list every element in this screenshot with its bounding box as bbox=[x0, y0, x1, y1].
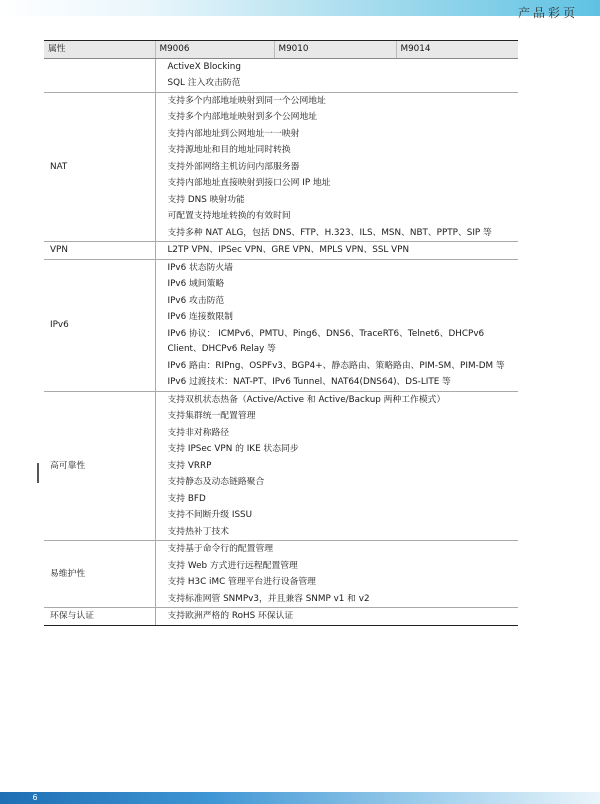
row-category: VPN bbox=[44, 242, 155, 260]
feature-item: 支持 BFD bbox=[167, 493, 206, 504]
feature-item: 支持标准网管 SNMPv3，并且兼容 SNMP v1 和 v2 bbox=[167, 593, 370, 604]
feature-item: L2TP VPN、IPSec VPN、GRE VPN、MPLS VPN、SSL VPN bbox=[167, 245, 410, 255]
row-category: NAT bbox=[44, 92, 155, 242]
header-band bbox=[0, 0, 600, 16]
row-category bbox=[44, 58, 155, 92]
row-items bbox=[155, 608, 518, 626]
page-number: 6 bbox=[32, 793, 38, 802]
row-items bbox=[155, 58, 518, 92]
brochure-title: 产品彩页 bbox=[517, 6, 578, 20]
feature-item: 支持不间断升级 ISSU bbox=[167, 510, 253, 520]
row-items bbox=[155, 391, 518, 541]
feature-item: 支持 H3C iMC 管理平台进行设备管理 bbox=[167, 577, 316, 587]
table-row bbox=[44, 391, 518, 541]
row-category: 高可靠性 bbox=[44, 391, 155, 541]
feature-item: 支持多种 NAT ALG，包括 DNS、FTP、H.323、ILS、MSN、NBT、PPTP、SIP 等 bbox=[167, 227, 492, 238]
row-category: 易维护性 bbox=[44, 541, 155, 608]
feature-item: 支持 DNS 映射功能 bbox=[167, 194, 245, 205]
feature-item: IPv6 路由：RIPng、OSPFv3、BGP4+、静态路由、策略路由、PIM-SM、PIM-DM 等 bbox=[167, 360, 505, 371]
row-items bbox=[155, 92, 518, 242]
footer-band bbox=[0, 792, 600, 804]
feature-item: 支持热补丁技术 bbox=[167, 526, 230, 537]
table-row bbox=[44, 259, 518, 391]
column-header-m9006: M9006 bbox=[155, 41, 274, 59]
feature-item: 支持外部网络主机访问内部服务器 bbox=[167, 161, 300, 172]
feature-item: IPv6 域间策略 bbox=[167, 279, 225, 289]
feature-item: 支持多个内部地址映射到多个公网地址 bbox=[167, 112, 318, 122]
row-items bbox=[155, 259, 518, 391]
table-header-row bbox=[44, 41, 518, 59]
feature-item: 支持静态及动态链路聚合 bbox=[167, 477, 265, 487]
feature-item: 支持源地址和目的地址同时转换 bbox=[167, 145, 291, 155]
feature-item: 可配置支持地址转换的有效时间 bbox=[167, 211, 291, 221]
feature-item: 支持非对称路径 bbox=[167, 427, 230, 438]
column-header-m9014: M9014 bbox=[396, 41, 518, 59]
feature-item: 支持欧洲严格的 RoHS 环保认证 bbox=[167, 611, 294, 621]
row-category: IPv6 bbox=[44, 259, 155, 391]
feature-item: 支持内部地址到公网地址一一映射 bbox=[167, 128, 300, 139]
feature-item: 支持多个内部地址映射到同一个公网地址 bbox=[167, 95, 326, 106]
feature-item: 支持内部地址直接映射到接口公网 IP 地址 bbox=[167, 178, 331, 188]
feature-item: 支持基于命令行的配置管理 bbox=[167, 544, 274, 554]
feature-item: IPv6 连接数限制 bbox=[167, 312, 233, 322]
feature-item: 支持 IPSec VPN 的 IKE 状态同步 bbox=[167, 444, 299, 454]
feature-item: 支持 VRRP bbox=[167, 460, 212, 471]
column-header-m9010: M9010 bbox=[274, 41, 396, 59]
table-row bbox=[44, 608, 518, 626]
change-bar bbox=[37, 463, 39, 483]
feature-item: IPv6 状态防火墙 bbox=[167, 262, 233, 273]
row-category: 环保与认证 bbox=[44, 608, 155, 626]
feature-item: IPv6 攻击防范 bbox=[167, 295, 225, 306]
feature-item: 支持 Web 方式进行远程配置管理 bbox=[167, 560, 298, 571]
feature-item: 支持双机状态热备（Active/Active 和 Active/Backup 两种工作模式） bbox=[167, 394, 446, 405]
feature-item: IPv6 协议： ICMPv6、PMTU、Ping6、DNS6、TraceRT6、Telnet6、DHCPv6 Client、DHCPv6 Relay 等 bbox=[167, 328, 485, 354]
row-items bbox=[155, 242, 518, 260]
feature-item: 支持集群统一配置管理 bbox=[167, 411, 256, 421]
feature-item: SQL 注入攻击防范 bbox=[167, 78, 241, 88]
table-row bbox=[44, 242, 518, 260]
spec-table bbox=[44, 40, 518, 626]
table-row bbox=[44, 92, 518, 242]
table-row bbox=[44, 541, 518, 608]
row-items bbox=[155, 541, 518, 608]
column-header-attribute: 属性 bbox=[44, 41, 155, 59]
table-row bbox=[44, 58, 518, 92]
feature-item: ActiveX Blocking bbox=[167, 61, 241, 72]
feature-item: IPv6 过渡技术：NAT-PT、IPv6 Tunnel、NAT64(DNS64)、DS-LITE 等 bbox=[167, 377, 451, 387]
